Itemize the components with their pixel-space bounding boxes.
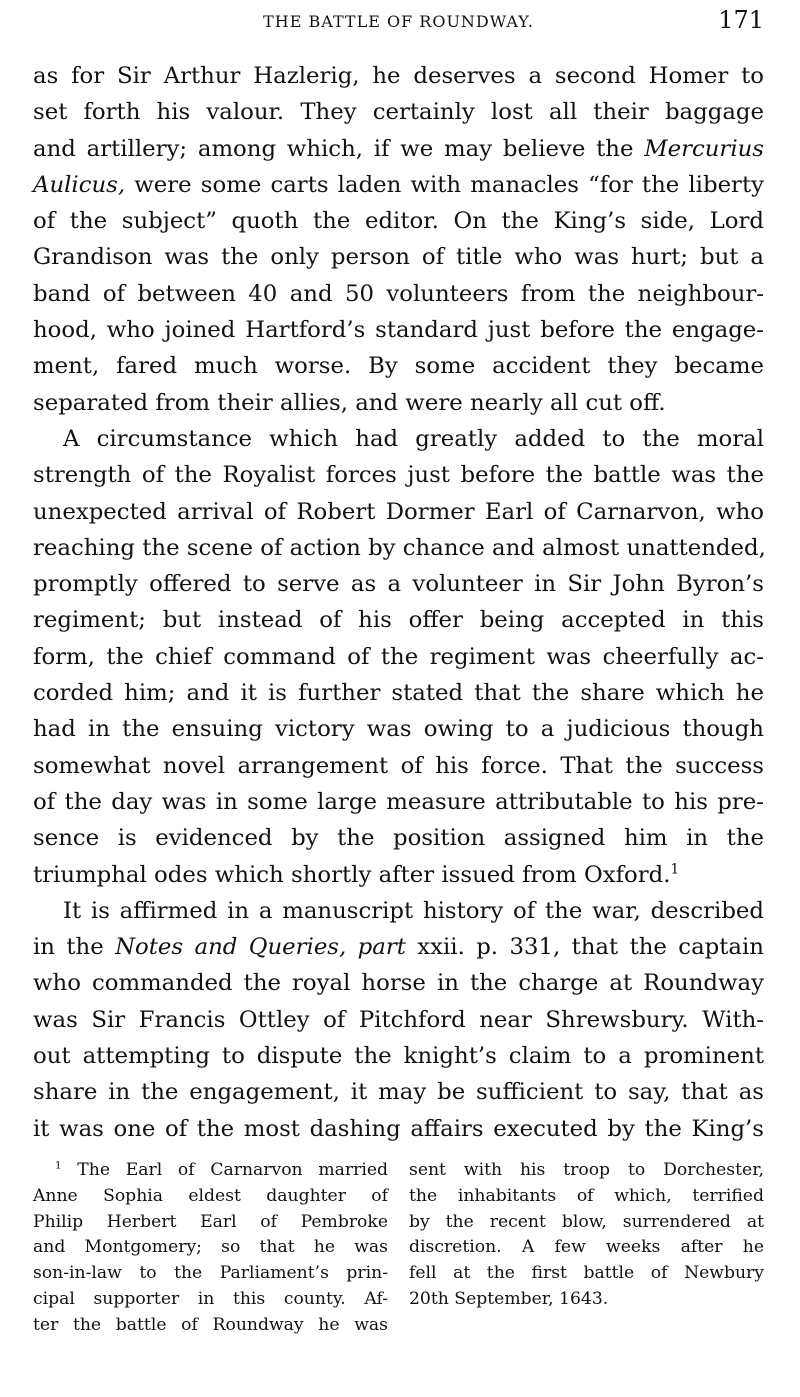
text-line: It is affirmed in a manuscript history of the war, described [63, 897, 764, 924]
text-line: strength of the Royalist forces just before the battle was the [33, 462, 764, 489]
footnote-line: Philip Herbert Earl of Pembroke [33, 1211, 388, 1232]
text-line: it was one of the most dashing affairs executed by the King’s [33, 1115, 764, 1142]
running-head [33, 6, 764, 36]
text-line [33, 167, 764, 203]
text-span: The Earl of Carnarvon married [77, 1160, 388, 1180]
text-span: xxii. p. 331, that the captain [417, 934, 764, 961]
text-span: and artillery; among which, if we may believe the [33, 135, 634, 162]
footnote-ref: 1 [670, 860, 680, 877]
italic-title: Mercurius [644, 135, 764, 162]
text-span: triumphal odes which shortly after issued from Oxford. [33, 861, 671, 888]
text-line: of the subject” quoth the editor. On the King’s side, Lord [33, 208, 764, 235]
text-line: hood, who joined Hartford’s standard just before the engage- [33, 317, 764, 344]
text-line: separated from their allies, and were nearly all cut off. [33, 389, 666, 416]
text-line: regiment; but instead of his offer being accepted in this [33, 607, 764, 634]
text-line [33, 929, 764, 965]
footnote-marker: 1 [55, 1159, 62, 1172]
footnote-line: discretion. A few weeks after he [409, 1237, 764, 1258]
footnote-line: by the recent blow, surrendered at [409, 1211, 764, 1232]
text-line: who commanded the royal horse in the charge at Roundway [33, 970, 764, 997]
footnote-column-right [409, 1158, 764, 1313]
text-line: out attempting to dispute the knight’s claim to a prominent [33, 1043, 764, 1070]
footnote-line: Anne Sophia eldest daughter of [33, 1185, 388, 1206]
italic-title: Notes and Queries, part [115, 934, 406, 961]
text-line [33, 857, 764, 893]
footnote-line: 20th September, 1643. [409, 1288, 609, 1309]
running-title: THE BATTLE OF ROUNDWAY. [263, 12, 534, 31]
footnote-line [33, 1158, 388, 1184]
body-text [33, 58, 764, 1147]
text-line: of the day was in some large measure attributable to his pre- [33, 788, 764, 815]
footnote-line: and Montgomery; so that he was [33, 1237, 388, 1258]
text-line: was Sir Francis Ottley of Pitchford near Shrewsbury. With- [33, 1006, 764, 1033]
footnote-line: cipal supporter in this county. Af- [33, 1288, 388, 1309]
text-line: somewhat novel arrangement of his force. That the success [33, 752, 764, 779]
italic-title: Aulicus, [33, 171, 126, 198]
page-number: 171 [718, 6, 764, 34]
text-line: unexpected arrival of Robert Dormer Earl of Carnarvon, who [33, 498, 764, 525]
text-line: promptly offered to serve as a volunteer in Sir John Byron’s [33, 571, 764, 598]
footnote-column-left [33, 1158, 388, 1339]
text-line: set forth his valour. They certainly lost all their baggage [33, 99, 764, 126]
text-line: A circumstance which had greatly added to the moral [63, 425, 764, 452]
text-line: Grandison was the only person of title who was hurt; but a [33, 244, 764, 271]
text-line [33, 131, 764, 167]
text-line: as for Sir Arthur Hazlerig, he deserves a second Homer to [33, 63, 764, 89]
footnote-line: son-in-law to the Parliament’s prin- [33, 1263, 388, 1284]
footnote-line: fell at the first battle of Newbury [409, 1263, 764, 1284]
text-line: share in the engagement, it may be sufficient to say, that as [33, 1079, 764, 1106]
text-line: band of between 40 and 50 volunteers from the neighbour- [33, 280, 764, 307]
text-line: sence is evidenced by the position assigned him in the [33, 825, 764, 852]
footnote-line: sent with his troop to Dorchester, [409, 1160, 764, 1180]
text-line: corded him; and it is further stated that the share which he [33, 680, 764, 707]
text-span: were some carts laden with manacles “for the liberty [134, 171, 764, 198]
text-span: in the [33, 934, 104, 961]
footnote-line: the inhabitants of which, terrified [409, 1185, 764, 1206]
text-line: ment, fared much worse. By some accident they became [33, 353, 764, 380]
footnote-line: ter the battle of Roundway he was [33, 1314, 388, 1335]
text-line: had in the ensuing victory was owing to a judicious though [33, 716, 764, 743]
text-line: reaching the scene of action by chance and almost unattended, [33, 534, 766, 561]
text-line: form, the chief command of the regiment was cheerfully ac- [33, 643, 764, 670]
